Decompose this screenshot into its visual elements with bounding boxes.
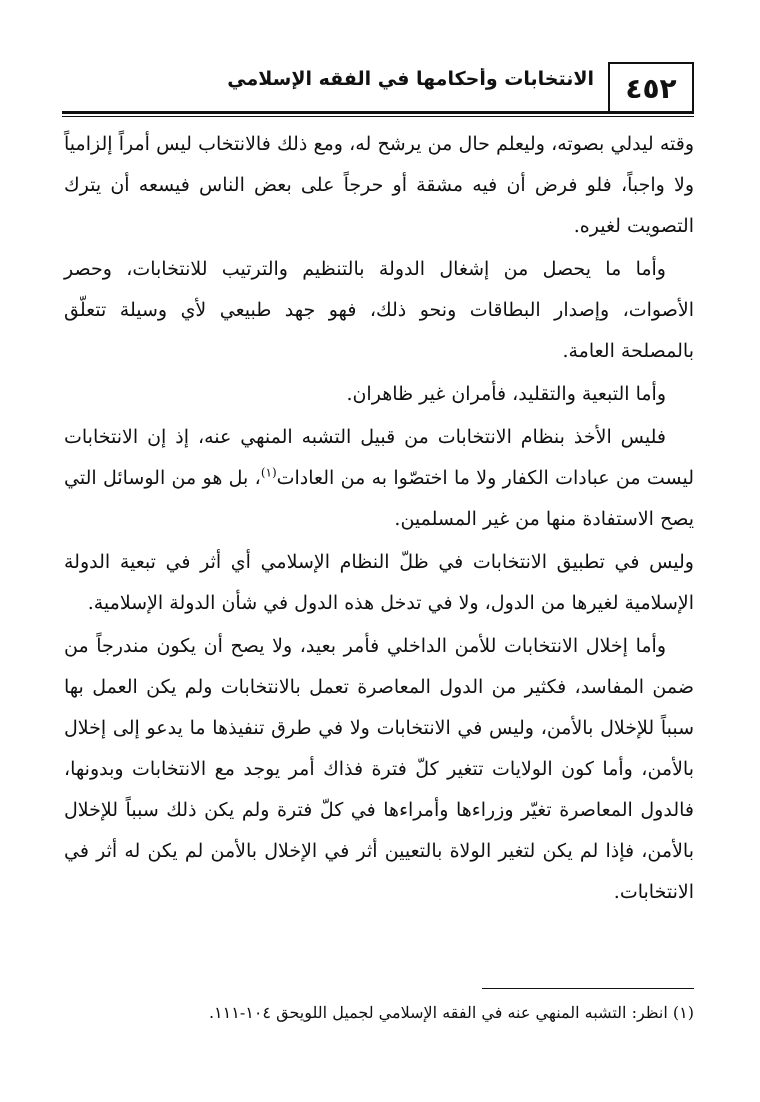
footnote-separator bbox=[482, 988, 694, 989]
page-header bbox=[62, 62, 694, 118]
paragraph: وقته ليدلي بصوته، وليعلم حال من يرشح له، ومع ذلك فالانتخاب ليس أمراً إلزامياً ولا واجباً، فلو فرض أن فيه مشقة أو حرجاً على بعض الناس فيسعه أن يترك التصويت لغيره. bbox=[64, 133, 694, 237]
footnote-marker: (١) bbox=[260, 465, 277, 480]
footnote: (١) انظر: التشبه المنهي عنه في الفقه الإسلامي لجميل اللويحق ١٠٤-١١١. bbox=[208, 1003, 694, 1022]
page-number: ٤٥٢ bbox=[608, 62, 694, 112]
paragraph: وليس في تطبيق الانتخابات في ظلّ النظام الإسلامي أي أثر في تبعية الدولة الإسلامية لغيرها من الدول، ولا في تدخل هذه الدول في شأن الدولة الإسلامية. bbox=[64, 551, 694, 614]
paragraph: وأما التبعية والتقليد، فأمران غير ظاهران. bbox=[346, 383, 666, 405]
paragraph bbox=[64, 417, 694, 540]
paragraph: وأما ما يحصل من إشغال الدولة بالتنظيم والترتيب للانتخابات، وحصر الأصوات، وإصدار البطاقات ونحو ذلك، فهو جهد طبيعي لأي وسيلة تتعلّق بالمصلحة العامة. bbox=[64, 258, 694, 362]
header-rule-thin bbox=[62, 116, 694, 117]
paragraph-text: فليس الأخذ بنظام الانتخابات من قبيل التشبه المنهي عنه، إذ إن الانتخابات ليست من عبادات الكفار ولا ما اختصّوا به من العادات bbox=[64, 426, 694, 489]
running-title: الانتخابات وأحكامها في الفقه الإسلامي bbox=[227, 68, 594, 90]
header-rule bbox=[62, 111, 694, 114]
paragraph-text: ، بل هو من الوسائل التي يصح الاستفادة منها من غير المسلمين. bbox=[64, 467, 694, 530]
paragraph: وأما إخلال الانتخابات للأمن الداخلي فأمر بعيد، ولا يصح أن يكون مندرجاً من ضمن المفاسد، فكثير من الدول المعاصرة تعمل بالانتخابات ولم يكن العمل بها سبباً للإخلال بالأمن، وليس في الانتخابات ولا في طرق تنفيذها ما يدعو إلى إخلال بالأمن، وأما كون الولايات تتغير كلّ فترة فذاك أمر يوجد مع الانتخابات وبدونها، فالدول المعاصرة تغيّر وزراءها وأمراءها في كلّ فترة ولم يكن ذلك سبباً للإخلال بالأمن، فإذا لم يكن لتغير الولاة بالتعيين أثر في الإخلال بالأمن لم يكن له أثر في الانتخابات. bbox=[64, 635, 694, 903]
body-text bbox=[64, 124, 694, 915]
